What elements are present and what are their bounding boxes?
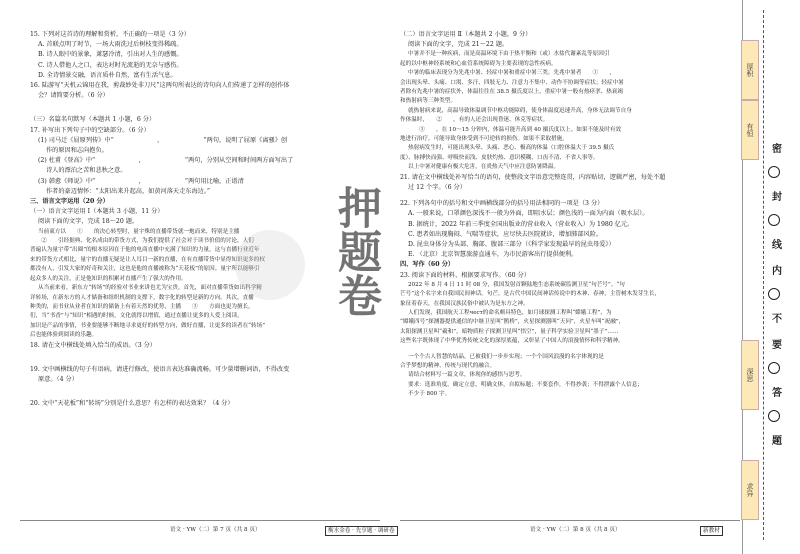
left-line-5: 16. 陆游写“天机云锦用在我，剪裁妙处非刀尺”这两句所表达的诗句向人们传递了怎样的创作体 xyxy=(30,82,290,90)
right-line-31: 太阳探测卫星叫“羲和”，暗物质粒子探测卫星叫“悟空”，量子科学实验卫星叫“墨子”…… xyxy=(400,328,619,335)
left-line-26: 详转场，在新东方的人才储备和组织机制的支撑下，数字化的转型是新的方向。其次，直播 xyxy=(30,294,254,301)
left-line-33: 19. 文中画横线的句子有语病，请进行修改，使语言表达准确流畅。可少量增删词语，不得改变 xyxy=(30,365,290,373)
right-line-12: 热射病发生时，可能出现头晕、头痛、恶心、极高的体温（口腔体温大于 39.5 摄氏 xyxy=(408,145,615,152)
left-line-1: A. 首联点明了时节，一场大雨洗过后树枝变得稀疏。 xyxy=(38,41,183,49)
right-line-14: 以上中暑对健康有极大危害，在炎热天气中应注意防暑降温。 xyxy=(408,164,560,171)
seal-char-3: 线 xyxy=(769,239,781,249)
left-line-11: 作的原因和志向抱负。 xyxy=(46,147,108,155)
right-line-25: 23. 阅读下面的材料，根据要求写作。（60 分） xyxy=(400,271,530,279)
right-line-38: 不少于 800 字。 xyxy=(408,391,451,398)
seal-char-2: 封 xyxy=(769,191,781,201)
right-line-37: 要求：选准角度，确定立意，明确文体，自拟标题；不要套作，不得抄袭；不得泄露个人信息； xyxy=(408,381,643,388)
right-line-6: 者除有先兆中暑的症状外，体温往往在 38.5 摄氏度以上，重症中暑一般有热痉挛、热衰竭 xyxy=(400,89,623,96)
right-line-11: 地进行治疗，可能导致身体受到不可逆转的损伤。如果不采取措施, xyxy=(400,136,564,143)
seal-circle-4 xyxy=(768,362,780,374)
left-line-31: 18. 请在文中横线处填入恰当的成语。（3 分） xyxy=(30,341,156,349)
right-line-5: 会出现头晕、头痛、口渴、多汗、四肢无力、注意力不集中、动作不协调等症状；轻症中暑 xyxy=(400,79,624,86)
right-line-0: （二）语言文字运用 Ⅱ（本题共 2 小题，9 分） xyxy=(400,31,532,38)
stamp-text: 押题卷 xyxy=(330,185,381,317)
left-line-29: 加识是产品的事情，书业要能够不断地寻求更好的转型方向，做好直播，让更多的读者在“转场” xyxy=(30,322,266,329)
left-line-20: ② 引经据典、化名成由的带货方式，为我们提供了社会对于读书价值的讨论，人们 xyxy=(30,238,254,245)
seal-circle-3 xyxy=(768,288,780,300)
left-line-14: (3) 韩愈《师说》中“ ， ”两句用比喻，正谱清 xyxy=(38,177,244,185)
left-line-17: （一）语言文字运用 Ⅰ（本题共 3 小题，11 分） xyxy=(30,208,164,216)
left-line-3: C. 诗人借他人之口，表达对时光流逝的无奈与感伤。 xyxy=(38,61,183,69)
right-line-35: 合乎梦想的精神、传统与现代的融合。 xyxy=(400,362,496,369)
left-line-36: 20. 文中“天花板”和“转场”分别是什么意思？有怎样的表达效果？（4 分） xyxy=(30,400,234,408)
left-line-2: B. 诗人眼中的景象，萧瑟冷清，引出对人生的感慨。 xyxy=(38,51,183,59)
right-line-32: 这些名字既体现了中华优秀传统文化的深厚底蕴，又彰显了中国人的浪漫情怀和科学精神。 xyxy=(400,338,624,345)
right-line-13: 度）、脉搏快而强、呼吸快而浅、皮肤灼热、意识模糊、口齿不清、不省人事等。 xyxy=(400,154,599,161)
right-line-20: B. 据统计，2022 年前三季度全国出版业的营业收入（营业收入）为 1980 亿元。 xyxy=(408,220,634,228)
footer-page-8: 语文 · YW（二）第 8 页（共 8 页） xyxy=(530,527,621,533)
footer-tag: 新教材 xyxy=(700,526,723,536)
right-line-21: C. 患者如出现胸闷、气喘等症状，应尽快去医院就诊，增加肺部风险。 xyxy=(408,230,603,238)
watermark-logo xyxy=(235,230,305,300)
left-line-16: 三、语言文字运用（20 分） xyxy=(30,198,109,206)
footer-brand: 衡水金卷 · 先享题 · 调研卷 xyxy=(325,526,398,536)
strip-cell-4: 求异 xyxy=(741,460,759,520)
seal-char-1: 密 xyxy=(769,143,781,153)
seal-circle-5 xyxy=(768,410,780,422)
left-line-13: 诗人的漂泊之苦和悲秋之意。 xyxy=(46,167,127,175)
left-line-19: 当前東方以 ① 的决心转型时，量宇殊的直播带货就一炮而来，特别是主播 xyxy=(38,228,240,235)
left-line-34: 原意。（4 分） xyxy=(38,375,78,383)
cut-line xyxy=(763,10,765,540)
right-line-26: 2022 年 8 月 4 日 11 时 08 分，我国发射首颗陆地生态系统碳监测卫星“句芒号”。“句 xyxy=(408,281,625,288)
strip-cell-1: 厚积 xyxy=(741,40,759,100)
left-line-10: (1) 司马迁《屈原列传》中“ ， ”两句，说明了屈原《离骚》创 xyxy=(38,136,288,144)
left-line-4: D. 全诗情景交融，语言质朴自然，富有生活气息。 xyxy=(38,71,177,79)
footer-rule-left xyxy=(20,520,380,521)
right-line-22: D. 昆虫身体分为头部、胸部、腹部三部分（《科学家发现最早的昆虫母爱》） xyxy=(408,240,615,248)
seal-circle-2 xyxy=(768,214,780,226)
left-line-22: 来的带货方式相比，量宇的直播无疑是让人耳目一新的直播，在有直播带货中显得知识更多的权 xyxy=(30,256,265,263)
left-line-15: 作者的豪迈情怀：“太阳出来升起高，如黄河落天走东海边。” xyxy=(46,187,211,195)
right-line-29: 人们发现，我国航天工程чест的命名颇具特色，如月球探测工程叫“嫦娥工程”，为 xyxy=(408,309,612,316)
seal-char-7: 答 xyxy=(769,387,781,397)
left-line-8: （三）名篇名句默写（本题共 1 小题，6 分） xyxy=(30,116,156,124)
right-line-18: 22. 下列各句中的括号和文中画横线部分的括号用法相同的一项是（3 分） xyxy=(400,200,604,208)
left-line-23: 都没有人，引发大家的好奇和关注，这也是他的直播被称为“天花板”的原因。量宇所以能够引 xyxy=(30,266,260,273)
seal-char-5: 不 xyxy=(769,313,781,323)
footer-page-7: 语文 · YW（二）第 7 页（共 8 页） xyxy=(170,527,261,533)
left-line-9: 17. 补写出下列句子中的空缺部分。（6 分） xyxy=(30,126,150,134)
strip-cell-3: 深思 xyxy=(741,340,759,410)
left-line-6: 会？请简要分析。（6 分） xyxy=(38,92,109,100)
right-line-19: A. 一般来说，口罩颜色深浅不一般为外面，即阻水层；颜色浅的一面为内面（吸水层）。 xyxy=(408,210,649,218)
right-line-28: 象征着春天，在我国汉族民俗中被认为是东方之神。 xyxy=(400,300,529,307)
left-line-35 xyxy=(30,385,390,399)
right-page xyxy=(400,0,740,554)
left-line-30: 后也能体验到阅读的乐趣。 xyxy=(30,332,98,339)
seal-char-4: 内 xyxy=(769,265,781,275)
right-line-15: 21. 请在文中横线处补写恰当的语句，使整段文字语意完整连贯，内容贴切，逻辑严密，每处不超 xyxy=(400,173,666,181)
footer-rule-right xyxy=(400,520,740,521)
left-line-18: 阅读下面的文字，完成 18～20 题。 xyxy=(38,218,139,226)
right-line-10: ③ ，在 10～15 分钟内，体温可能升高到 40 摄氏度以上。如果不能及时有效 xyxy=(408,126,622,133)
strip-cell-2: 有恒 xyxy=(741,100,759,160)
right-line-23: E. （北京）北京智慧旅游直通车，为市民游客出行提供便利。 xyxy=(408,251,578,259)
left-line-7 xyxy=(30,101,390,115)
right-line-16: 过 12 个字。（6 分） xyxy=(408,183,466,191)
right-line-34: 一个个古人智慧的结晶，已被我们一步步实现；一个个国风浪漫的名字体现的是 xyxy=(408,353,604,360)
right-line-36: 请结合材料写一篇文章，体现你的感悟与思考。 xyxy=(408,372,526,379)
left-line-0: 15. 下列对这首诗的理解和赏析，不正确的一项是（3 分） xyxy=(30,31,191,38)
right-line-8: 就热射病来说，高温导致体温调节中枢功能障碍，使身体温度迅速升高，身体无法调节自身 xyxy=(408,107,632,114)
left-line-24: 起众多人的关注，正是他知识的积累对直播产生了强大的作用。 xyxy=(30,275,187,282)
left-line-28: 们，当“书香”与“知识”相遇的时候，文化就得以增值，通过直播让更多的人爱上阅读。 xyxy=(30,313,243,320)
left-line-21: 普遍认为量宇带“出圈”的根本原因在于他的电商直播中充满了知识的力量，这与直播行业近年 xyxy=(30,247,260,254)
right-line-24: 四、写作（60 分） xyxy=(400,261,455,269)
left-line-25: 从当前来看，新东方“转场”的经验对书业来讲也尤为宝贵。首先，面对直播带货如出科学精 xyxy=(38,285,262,292)
seal-char-6: 要 xyxy=(769,339,781,349)
right-line-2: 中暑并不是一种疾病，而是高温环境下由于热平衡和（或）水盐代谢紊乱等原因引 xyxy=(408,51,610,58)
right-line-3: 起的以中枢神经系统和心血管系统障碍为主要表现的急性疾病。 xyxy=(400,60,557,67)
right-line-7: 和热射病等三种类型。 xyxy=(400,98,456,105)
seal-char-8: 题 xyxy=(769,435,781,445)
left-line-12: (2) 杜甫《登高》中“ ， ”两句，分别从空间和时间两方面写出了 xyxy=(38,157,294,165)
left-line-27: 种类的，而书业从业者在知识的储备上有着天然的优势，主播 ③ 方面也更为擅长， xyxy=(30,303,254,310)
right-line-27: 芒号”这个名字来自我国民间神话。句芒，是古代中国民间神话传说中的木神、春神，主管树木发芽生长， xyxy=(400,291,661,298)
right-line-1: 阅读下面的文字，完成 21～22 题。 xyxy=(408,41,509,49)
right-line-4: 中暑的临床表现分为先兆中暑、轻症中暑和重症中暑三类。先兆中暑者 ① ， xyxy=(408,70,615,77)
seal-circle-1 xyxy=(768,166,780,178)
right-line-30: “嫦娥四号”探测器提供通信的中继卫星叫“鹊桥”，火星探测器叫“天问”，火星车叫“祝融”， xyxy=(400,319,625,326)
right-line-9: 作体温时， ② ，有的人还会出现昏迷、休克等症状。 xyxy=(400,117,549,124)
stamp-overlay xyxy=(325,185,395,365)
